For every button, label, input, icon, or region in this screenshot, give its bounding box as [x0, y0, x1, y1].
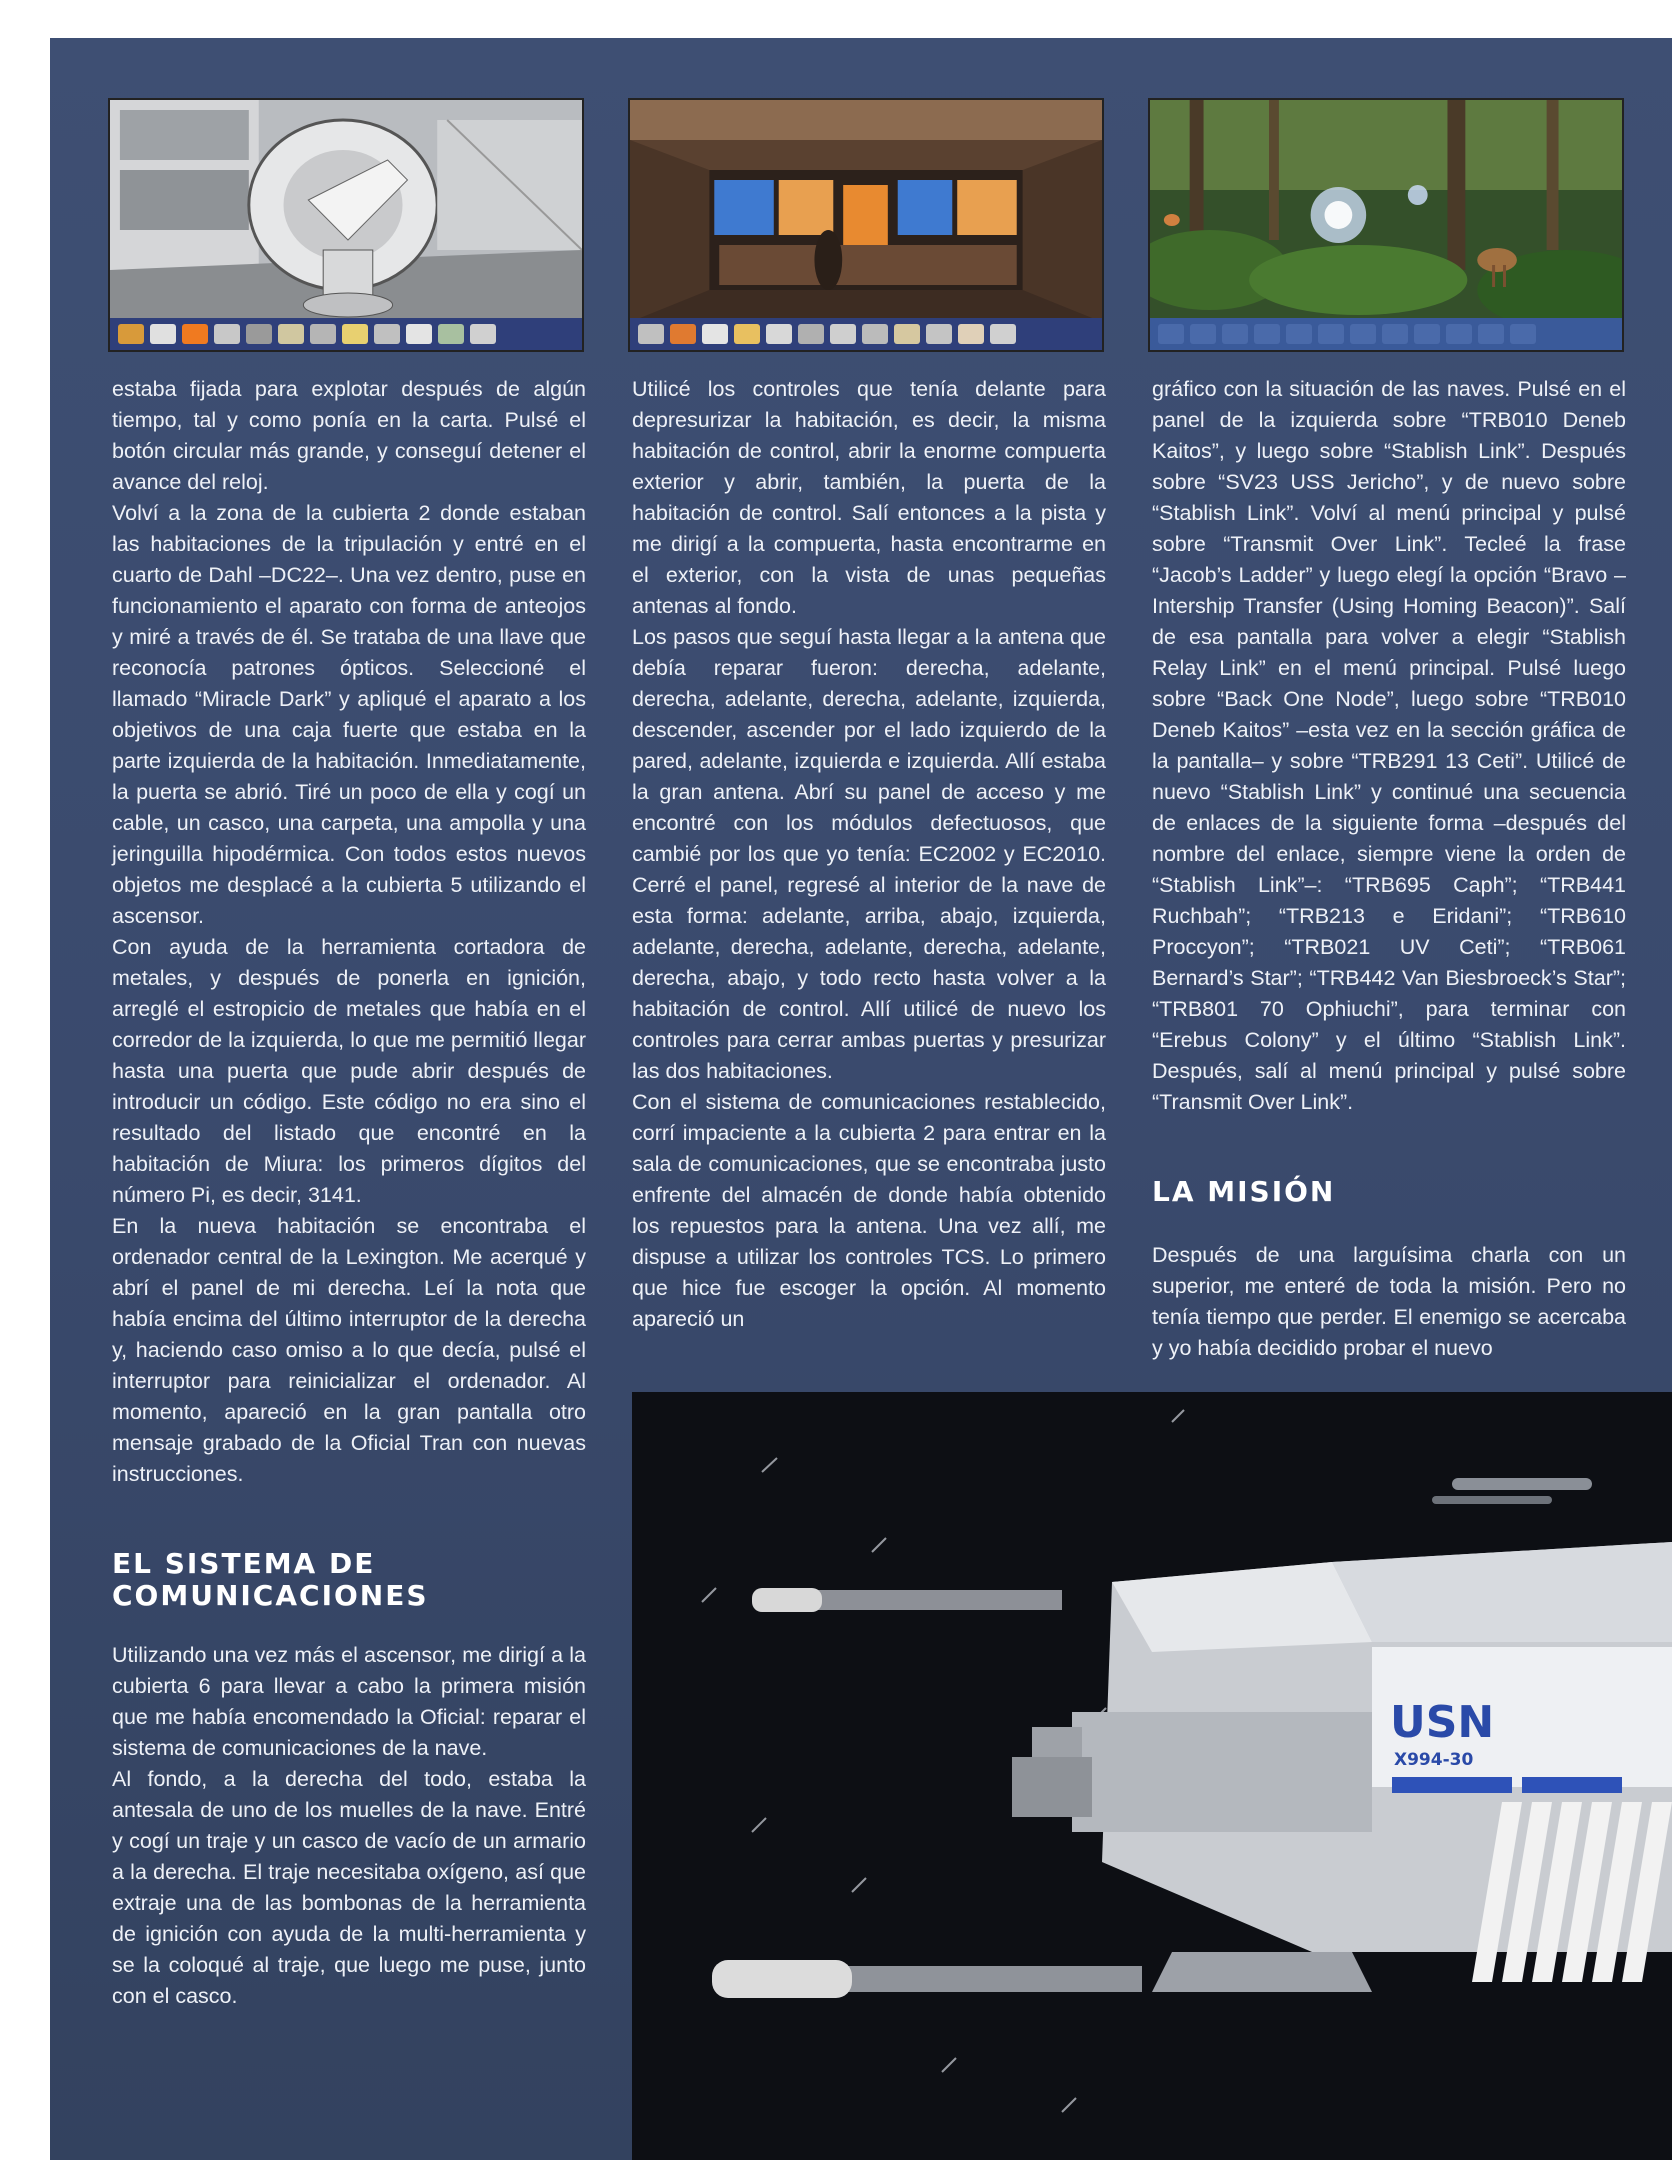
inventory-slot[interactable]	[1446, 324, 1472, 344]
forest-deer-icon	[1150, 100, 1622, 322]
inventory-item[interactable]	[406, 324, 432, 344]
column-1-text	[112, 374, 586, 1490]
inventory-item[interactable]	[766, 324, 792, 344]
inventory-item[interactable]	[374, 324, 400, 344]
forest-screenshot	[1148, 98, 1624, 352]
inventory-toolbar[interactable]	[1150, 318, 1622, 350]
inventory-slot[interactable]	[1478, 324, 1504, 344]
inventory-item[interactable]	[214, 324, 240, 344]
inventory-item[interactable]	[438, 324, 464, 344]
inventory-item[interactable]	[278, 324, 304, 344]
heading-line: COMUNICACIONES	[112, 1579, 429, 1612]
inventory-item[interactable]	[246, 324, 272, 344]
control-room-screenshot	[628, 98, 1104, 352]
inventory-slot[interactable]	[1382, 324, 1408, 344]
inventory-toolbar[interactable]	[110, 318, 582, 350]
heading-line: EL SISTEMA DE	[112, 1547, 376, 1580]
inventory-item[interactable]	[894, 324, 920, 344]
inventory-item[interactable]	[638, 324, 664, 344]
inventory-item[interactable]	[702, 324, 728, 344]
paragraph: En la nueva habitación se encontraba el ordenador central de la Lexington. Me acerqué y abrí el panel de mi derecha. Leí la nota que había encima del último interruptor de la derecha y, haciendo caso omiso a lo que decía, pulsé el interruptor para reinicializar el ordenador. Al momento, apareció en la gran pantalla otro mensaje grabado de la Oficial Tran con nuevas instrucciones.	[112, 1214, 586, 1486]
paragraph: Volví a la zona de la cubierta 2 donde estaban las habitaciones de la tripulación y entré en el cuarto de Dahl –DC22–. Una vez dentro, puse en funcionamiento el aparato con forma de anteojos y miré a través de él. Se trataba de una llave que reconocía patrones ópticos. Seleccioné el llamado “Miracle Dark” y apliqué el aparato a los objetivos de una caja fuerte que estaba en la parte izquierda de la habitación. Inmediatamente, la puerta se abrió. Tiré un poco de ella y cogí un cable, un casco, una carpeta, una ampolla y una jeringuilla hipodérmica. Con todos estos nuevos objetos me desplacé a la cubierta 5 utilizando el ascensor.	[112, 501, 586, 928]
inventory-item[interactable]	[118, 324, 144, 344]
paragraph: gráfico con la situación de las naves. Pulsé en el panel de la izquierda sobre “TRB010 Deneb Kaitos”, y luego sobre “Stablish Link”. Después sobre “SV23 USS Jericho”, y de nuevo sobre “Stablish Link”. Volví al menú principal y pulsé sobre “Transmit Over Link”. Tecleé la frase “Jacob’s Ladder” y luego elegí la opción “Bravo – Intership Transfer (Using Homing Beacon)”. Salí de esa pantalla para volver a elegir “Stablish Relay Link” en el menú principal. Pulsé luego sobre “Back One Node”, luego sobre “TRB010 Deneb Kaitos” –esta vez en la sección gráfica de la pantalla– y sobre “TRB291 13 Ceti”. Utilicé de nuevo “Stablish Link” y continué una secuencia de enlaces de la siguiente forma –después del nombre del enlace, siempre viene la orden de “Stablish Link”–: “TRB695 Caph”; “TRB441 Ruchbah”; “TRB213 e Eridani”; “TRB610 Proccyon”; “TRB021 UV Ceti”; “TRB061 Bernard’s Star”; “TRB442 Van Biesbroeck’s Star”; “TRB801 70 Ophiuchi”, para terminar con “Erebus Colony” y el último “Stablish Link”. Después, salí al menú principal y pulsé sobre “Transmit Over Link”.	[1152, 377, 1626, 1114]
inventory-slot[interactable]	[1190, 324, 1216, 344]
paragraph: Utilizando una vez más el ascensor, me dirigí a la cubierta 6 para llevar a cabo la primera misión que me había encomendado la Oficial: reparar el sistema de comunicaciones de la nave.	[112, 1643, 586, 1760]
inventory-slot[interactable]	[1286, 324, 1312, 344]
inventory-slot[interactable]	[1222, 324, 1248, 344]
inventory-item[interactable]	[470, 324, 496, 344]
inventory-item[interactable]	[830, 324, 856, 344]
spaceship-illustration	[632, 1392, 1672, 2160]
column-3-text-continued	[1152, 1240, 1626, 1364]
paragraph: Al fondo, a la derecha del todo, estaba la antesala de uno de los muelles de la nave. Entré y cogí un traje y un casco de vacío de un armario a la derecha. El traje necesitaba oxígeno, así que extraje una de las bombonas de la herramienta de ignición con ayuda de la multi-herramienta y se la coloqué al traje, que luego me puse, junto con el casco.	[112, 1767, 586, 2008]
inventory-slot[interactable]	[1254, 324, 1280, 344]
column-2-text	[632, 374, 1106, 1335]
satellite-dish-screenshot	[108, 98, 584, 352]
inventory-item[interactable]	[862, 324, 888, 344]
inventory-slot[interactable]	[1510, 324, 1536, 344]
inventory-toolbar[interactable]	[630, 318, 1102, 350]
paragraph: Utilicé los controles que tenía delante para depresurizar la habitación, es decir, la misma habitación de control, abrir la enorme compuerta exterior y abrir, también, la puerta de la habitación de control. Salí entonces a la pista y me dirigí a la compuerta, hasta encontrarme en el exterior, con la vista de unas pequeñas antenas al fondo.	[632, 377, 1106, 618]
inventory-slot[interactable]	[1414, 324, 1440, 344]
paragraph: Con el sistema de comunicaciones restablecido, corrí impaciente a la cubierta 2 para entrar en la sala de comunicaciones, que se encontraba justo enfrente del almacén de donde había obtenido los repuestos para la antena. Una vez allí, me dispuse a utilizar los controles TCS. Lo primero que hice fue escoger la opción. Al momento apareció un	[632, 1090, 1106, 1331]
inventory-slot[interactable]	[1350, 324, 1376, 344]
inventory-item[interactable]	[310, 324, 336, 344]
inventory-slot[interactable]	[1158, 324, 1184, 344]
satellite-dish-icon	[110, 100, 582, 322]
section-heading-mision	[1152, 1176, 1626, 1208]
paragraph: Los pasos que seguí hasta llegar a la antena que debía reparar fueron: derecha, adelante, derecha, adelante, derecha, adelante, izquierda, descender, ascender por el lado izquierdo de la pared, adelante, izquierda e izquierda. Allí estaba la gran antena. Abrí su panel de acceso y me encontré con los módulos defectuosos, que cambié por los que yo tenía: EC2002 y EC2010. Cerré el panel, regresé al interior de la nave de esta forma: adelante, arriba, abajo, izquierda, adelante, derecha, adelante, derecha, adelante, derecha, abajo, y todo recto hasta volver a la habitación de control. Allí utilicé de nuevo los controles para cerrar ambas puertas y presurizar las dos habitaciones.	[632, 625, 1106, 1083]
inventory-item[interactable]	[990, 324, 1016, 344]
spaceship-icon	[632, 1392, 1672, 2160]
paragraph: Después de una larguísima charla con un superior, me enteré de toda la misión. Pero no tenía tiempo que perder. El enemigo se acercaba y yo había decidido probar el nuevo	[1152, 1243, 1626, 1360]
inventory-item[interactable]	[670, 324, 696, 344]
inventory-item[interactable]	[182, 324, 208, 344]
column-3-text	[1152, 374, 1626, 1118]
inventory-item[interactable]	[734, 324, 760, 344]
inventory-item[interactable]	[150, 324, 176, 344]
inventory-item[interactable]	[342, 324, 368, 344]
inventory-item[interactable]	[798, 324, 824, 344]
ship-name-label: USN	[1390, 1697, 1495, 1748]
heading-line: LA MISIÓN	[1152, 1175, 1336, 1208]
section-heading-comunicaciones	[112, 1548, 586, 1612]
column-1-text-continued	[112, 1640, 586, 2012]
control-room-icon	[630, 100, 1102, 322]
paragraph: estaba fijada para explotar después de algún tiempo, tal y como ponía en la carta. Pulsé el botón circular más grande, y conseguí detener el avance del reloj.	[112, 377, 586, 494]
ship-registry-label: X994-30	[1394, 1750, 1474, 1770]
inventory-slot[interactable]	[1318, 324, 1344, 344]
inventory-item[interactable]	[926, 324, 952, 344]
inventory-item[interactable]	[958, 324, 984, 344]
paragraph: Con ayuda de la herramienta cortadora de metales, y después de ponerla en ignición, arreglé el estropicio de metales que había en el corredor de la izquierda, lo que me permitió llegar hasta una puerta que pude abrir después de introducir un código. Este código no era sino el resultado del listado que encontré en la habitación de Miura: los primeros dígitos del número Pi, es decir, 3141.	[112, 935, 586, 1207]
